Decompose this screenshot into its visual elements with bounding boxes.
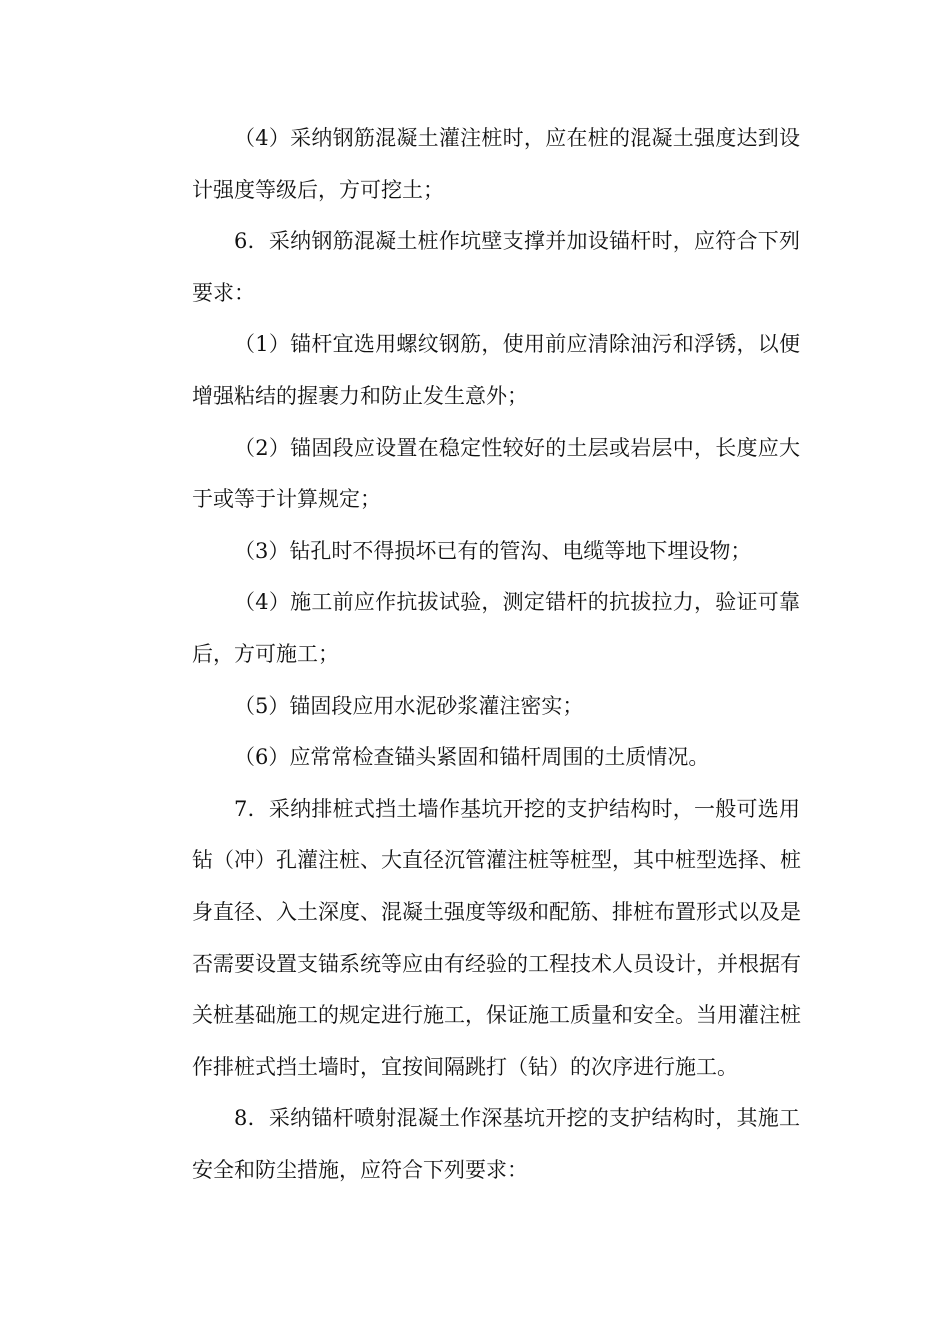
paragraph-item-4-pullout-test	[150, 577, 800, 680]
paragraph-item-4-concrete-pile	[150, 113, 800, 216]
paragraph-section-8	[150, 1093, 800, 1196]
text-line: （4）施工前应作抗拔试验，测定错杆的抗拔拉力，验证可靠	[234, 590, 800, 615]
text-line: （1）锚杆宜选用螺纹钢筋，使用前应清除油污和浮锈，以便	[234, 332, 800, 357]
text-line: 8．采纳锚杆喷射混凝土作深基坑开挖的支护结构时，其施工	[234, 1106, 800, 1131]
text-line: （2）锚固段应设置在稳定性较好的土层或岩层中，长度应大	[234, 435, 800, 460]
paragraph-item-5-grouting	[150, 681, 800, 733]
text-line: 否需要设置支锚系统等应由有经验的工程技术人员设计，并根据有	[192, 951, 801, 976]
paragraph-item-6-inspection	[150, 732, 800, 784]
paragraph-section-7	[150, 784, 800, 1094]
text-line: 关桩基础施工的规定进行施工，保证施工质量和安全。当用灌注桩	[192, 1003, 801, 1028]
paragraph-item-1-anchor-rod	[150, 319, 800, 422]
text-line: 身直径、入土深度、混凝土强度等级和配筋、排桩布置形式以及是	[192, 899, 801, 924]
text-line: 作排桩式挡土墙时，宜按间隔跳打（钻）的次序进行施工。	[192, 1054, 738, 1079]
text-line: 钻（冲）孔灌注桩、大直径沉管灌注桩等桩型，其中桩型选择、桩	[192, 848, 801, 873]
paragraph-section-6	[150, 216, 800, 319]
text-line: （6）应常常检查锚头紧固和锚杆周围的土质情况。	[234, 745, 710, 770]
document-body	[150, 113, 800, 1196]
text-line: （3）钻孔时不得损坏已有的管沟、电缆等地下埋设物；	[234, 538, 752, 563]
text-line: （5）锚固段应用水泥砂浆灌注密实；	[234, 693, 584, 718]
text-line: 6．采纳钢筋混凝土桩作坑壁支撑并加设锚杆时，应符合下列	[234, 229, 800, 254]
text-line: 于或等于计算规定；	[192, 487, 381, 512]
text-line: 计强度等级后，方可挖土；	[192, 177, 444, 202]
text-line: 要求：	[192, 280, 255, 305]
text-line: 增强粘结的握裹力和防止发生意外；	[192, 383, 528, 408]
text-line: 7．采纳排桩式挡土墙作基坑开挖的支护结构时，一般可选用	[234, 796, 800, 821]
text-line: 安全和防尘措施，应符合下列要求：	[192, 1157, 528, 1182]
paragraph-item-3-drilling	[150, 526, 800, 578]
paragraph-item-2-anchorage	[150, 423, 800, 526]
text-line: （4）采纳钢筋混凝土灌注桩时，应在桩的混凝土强度达到设	[234, 126, 800, 150]
text-line: 后，方可施工；	[192, 641, 339, 666]
